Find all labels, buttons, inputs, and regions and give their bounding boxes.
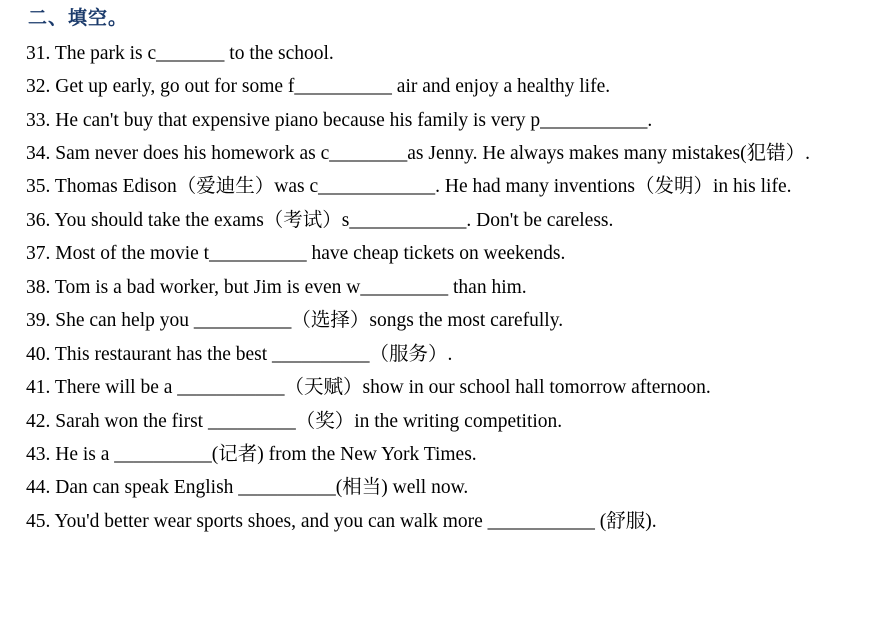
question-text: Dan can speak English __________(相当) well now. — [55, 477, 469, 499]
question-number: 38. — [26, 276, 51, 298]
question-text: Get up early, go out for some f__________ air and enjoy a healthy life. — [55, 76, 611, 98]
question-text: This restaurant has the best __________（服务）. — [54, 343, 453, 365]
list-item — [26, 104, 887, 137]
question-number: 42. — [26, 410, 51, 432]
question-text: There will be a ___________（天赋）show in our school hall tomorrow afternoon. — [54, 377, 711, 399]
question-number: 43. — [26, 443, 51, 465]
question-text: He can't buy that expensive piano because his family is very p___________. — [55, 109, 653, 131]
section-heading: 二、填空。 — [28, 7, 129, 29]
question-text: You'd better wear sports shoes, and you can walk more ___________ (舒服). — [54, 510, 657, 532]
list-item — [26, 137, 887, 170]
question-number: 33. — [26, 109, 51, 131]
list-item — [26, 271, 887, 304]
question-text: Sam never does his homework as c________as Jenny. He always makes many mistakes(犯错）. — [55, 143, 810, 164]
question-number: 44. — [26, 477, 51, 499]
list-item — [26, 438, 887, 471]
question-number: 32. — [26, 76, 51, 98]
question-text: Sarah won the first _________（奖）in the writing competition. — [55, 410, 563, 432]
list-item — [26, 371, 887, 404]
question-text: Thomas Edison（爱迪生）was c____________. He had many inventions（发明）in his life. — [54, 176, 792, 198]
list-item — [26, 338, 887, 371]
question-number: 39. — [26, 310, 51, 332]
question-number: 35. — [26, 176, 51, 198]
question-text: You should take the exams（考试）s____________. Don't be careless. — [54, 209, 614, 231]
list-item — [26, 70, 887, 103]
list-item — [26, 204, 887, 237]
list-item — [26, 37, 887, 70]
question-list — [0, 37, 887, 539]
list-item — [26, 304, 887, 337]
question-number: 31. — [26, 42, 51, 64]
question-text: He is a __________(记者) from the New York Times. — [55, 443, 477, 465]
question-text: Tom is a bad worker, but Jim is even w_________ than him. — [54, 276, 527, 298]
list-item — [26, 405, 887, 438]
question-number: 36. — [26, 209, 51, 231]
question-number: 41. — [26, 377, 51, 399]
question-text: The park is c_______ to the school. — [54, 42, 334, 64]
list-item — [26, 505, 887, 538]
question-number: 37. — [26, 243, 51, 265]
worksheet-page — [0, 6, 887, 637]
question-number: 45. — [26, 510, 51, 532]
list-item — [26, 471, 887, 504]
list-item — [26, 237, 887, 270]
question-text: She can help you __________（选择）songs the most carefully. — [55, 310, 564, 332]
question-text: Most of the movie t__________ have cheap tickets on weekends. — [55, 243, 566, 265]
question-number: 34. — [26, 143, 51, 164]
list-item — [26, 170, 887, 203]
question-number: 40. — [26, 343, 51, 365]
